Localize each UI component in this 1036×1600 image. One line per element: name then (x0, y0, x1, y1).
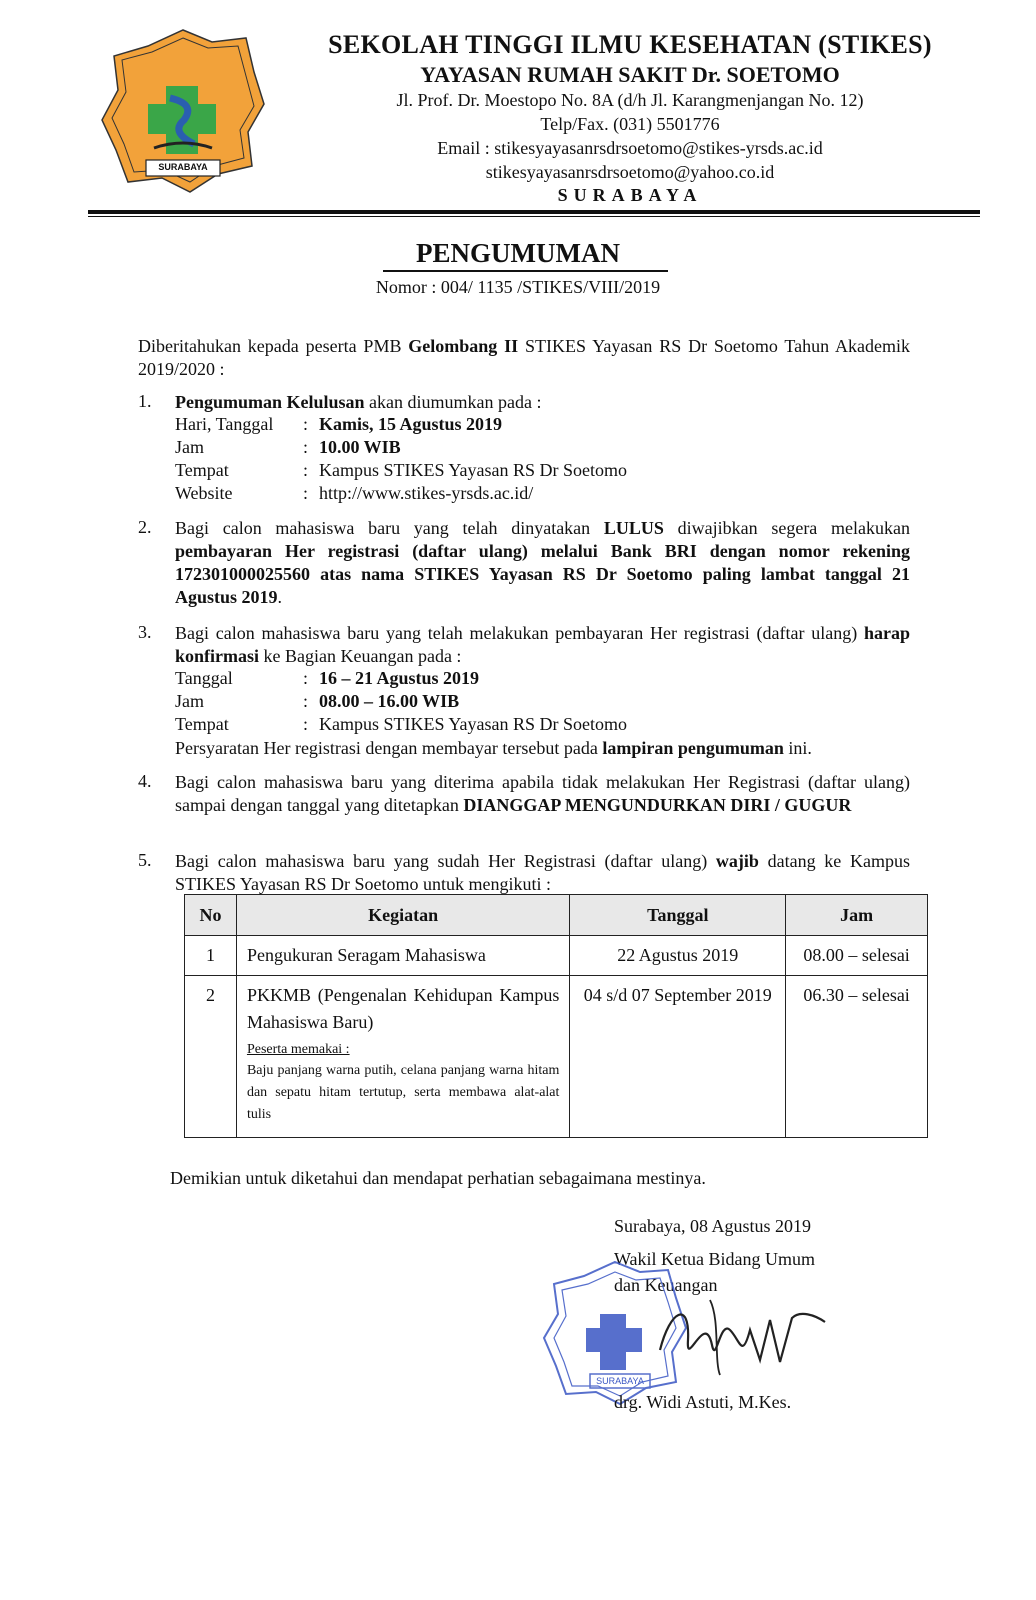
item3-text: Bagi calon mahasiswa baru yang telah melakukan pembayaran Her registrasi (daftar ulang) harap konfirmasi ke Bagian Keuangan pada : (175, 623, 910, 666)
address: Jl. Prof. Dr. Moestopo No. 8A (d/h Jl. Karangmenjangan No. 12) (396, 90, 864, 110)
kegiatan-text: PKKMB (Pengenalan Kehidupan Kampus Mahasiswa Baru) (246, 985, 560, 1032)
col-header-jam: Jam (786, 895, 928, 936)
detail-label: Hari, Tanggal (175, 414, 274, 434)
item1-number: 1. (138, 391, 152, 411)
item2-number: 2. (138, 517, 152, 537)
document-title: PENGUMUMAN (416, 238, 620, 268)
cell-no: 1 (185, 936, 237, 976)
schedule-table (184, 894, 928, 1138)
item3-number: 3. (138, 622, 152, 642)
place-date: Surabaya, 08 Agustus 2019 (614, 1216, 811, 1236)
detail-label: Jam (175, 691, 204, 711)
note-title: Peserta memakai : (246, 1042, 350, 1057)
item3-requirements: Persyaratan Her registrasi dengan membayar tersebut pada lampiran pengumuman ini. (175, 738, 812, 758)
detail-colon: : (303, 414, 309, 434)
cell-tanggal: 22 Agustus 2019 (570, 936, 786, 976)
item2-text: Bagi calon mahasiswa baru yang telah dinyatakan LULUS diwajibkan segera melakukan pembayaran Her registrasi (daftar ulang) melalui Bank BRI dengan nomor rekening 172301000025560 atas nama STIKES Yayasan RS Dr Soetomo paling lambat tanggal 21 Agustus 2019. (175, 518, 910, 607)
table-row (185, 936, 928, 976)
detail-value: Kamis, 15 Agustus 2019 (319, 414, 503, 434)
item1-text: Pengumuman Kelulusan akan diumumkan pada : (175, 392, 542, 412)
item4-text: Bagi calon mahasiswa baru yang diterima apabila tidak melakukan Her Registrasi (daftar ulang) sampai dengan tanggal yang ditetapkan DIANGGAP MENGUNDURKAN DIRI / GUGUR (175, 772, 910, 815)
col-header-tanggal: Tanggal (570, 895, 786, 936)
closing-statement: Demikian untuk diketahui dan mendapat perhatian sebagaimana mestinya. (170, 1168, 706, 1188)
signer-role: Wakil Ketua Bidang Umum (614, 1249, 816, 1269)
detail-colon: : (303, 668, 309, 688)
signer-name: drg. Widi Astuti, M.Kes. (614, 1392, 792, 1412)
detail-value: Kampus STIKES Yayasan RS Dr Soetomo (319, 714, 628, 734)
detail-colon: : (303, 460, 309, 480)
handwritten-signature (650, 1290, 830, 1380)
header-rule-thin (88, 216, 980, 217)
stamp-city-label: SURABAYA (596, 1376, 644, 1386)
item5-text: Bagi calon mahasiswa baru yang sudah Her Registrasi (daftar ulang) wajib datang ke Kampus STIKES Yayasan RS Dr Soetomo untuk mengikuti : (175, 851, 911, 894)
title-underline (383, 270, 668, 272)
detail-value: Kampus STIKES Yayasan RS Dr Soetomo (319, 460, 628, 480)
note-text: Baju panjang warna putih, celana panjang warna hitam dan sepatu hitam tertutup, serta membawa alat-alat tulis (246, 1063, 560, 1122)
detail-value: 16 – 21 Agustus 2019 (319, 668, 480, 688)
table-row (185, 976, 928, 1138)
foundation-name: YAYASAN RUMAH SAKIT Dr. SOETOMO (420, 62, 840, 87)
item4-number: 4. (138, 771, 152, 791)
email-secondary: stikesyayasanrsdrsoetomo@yahoo.co.id (485, 162, 775, 182)
header-rule-thick (88, 210, 980, 214)
detail-colon: : (303, 483, 309, 503)
detail-colon: : (303, 691, 309, 711)
cell-kegiatan: Pengukuran Seragam Mahasiswa (236, 936, 569, 976)
logo-city-label: SURABAYA (158, 162, 208, 172)
website-link[interactable]: http://www.stikes-yrsds.ac.id/ (319, 483, 534, 503)
detail-label: Tempat (175, 460, 229, 480)
signer-role-cont: dan Keuangan (614, 1275, 718, 1295)
item5-number: 5. (138, 850, 152, 870)
telephone: Telp/Fax. (031) 5501776 (540, 114, 720, 134)
detail-value: 10.00 WIB (319, 437, 401, 457)
email-primary: Email : stikesyayasanrsdrsoetomo@stikes-yrsds.ac.id (437, 138, 823, 158)
city: SURABAYA (557, 185, 703, 205)
detail-label: Tanggal (175, 668, 233, 688)
detail-colon: : (303, 437, 309, 457)
col-header-no: No (185, 895, 237, 936)
cell-tanggal: 04 s/d 07 September 2019 (570, 976, 786, 1138)
document-number: Nomor : 004/ 1135 /STIKES/VIII/2019 (375, 277, 661, 297)
cell-kegiatan (236, 976, 569, 1138)
intro-paragraph: Diberitahukan kepada peserta PMB Gelombang II STIKES Yayasan RS Dr Soetomo Tahun Akademik 2019/2020 : (138, 336, 910, 379)
institution-name: SEKOLAH TINGGI ILMU KESEHATAN (STIKES) (328, 30, 932, 59)
cell-jam: 08.00 – selesai (786, 936, 928, 976)
detail-label: Website (175, 483, 233, 503)
detail-value: 08.00 – 16.00 WIB (319, 691, 460, 711)
cell-no: 2 (185, 976, 237, 1138)
detail-label: Tempat (175, 714, 229, 734)
cell-jam: 06.30 – selesai (786, 976, 928, 1138)
detail-label: Jam (175, 437, 204, 457)
detail-colon: : (303, 714, 309, 734)
table-header-row (185, 895, 928, 936)
col-header-kegiatan: Kegiatan (236, 895, 569, 936)
